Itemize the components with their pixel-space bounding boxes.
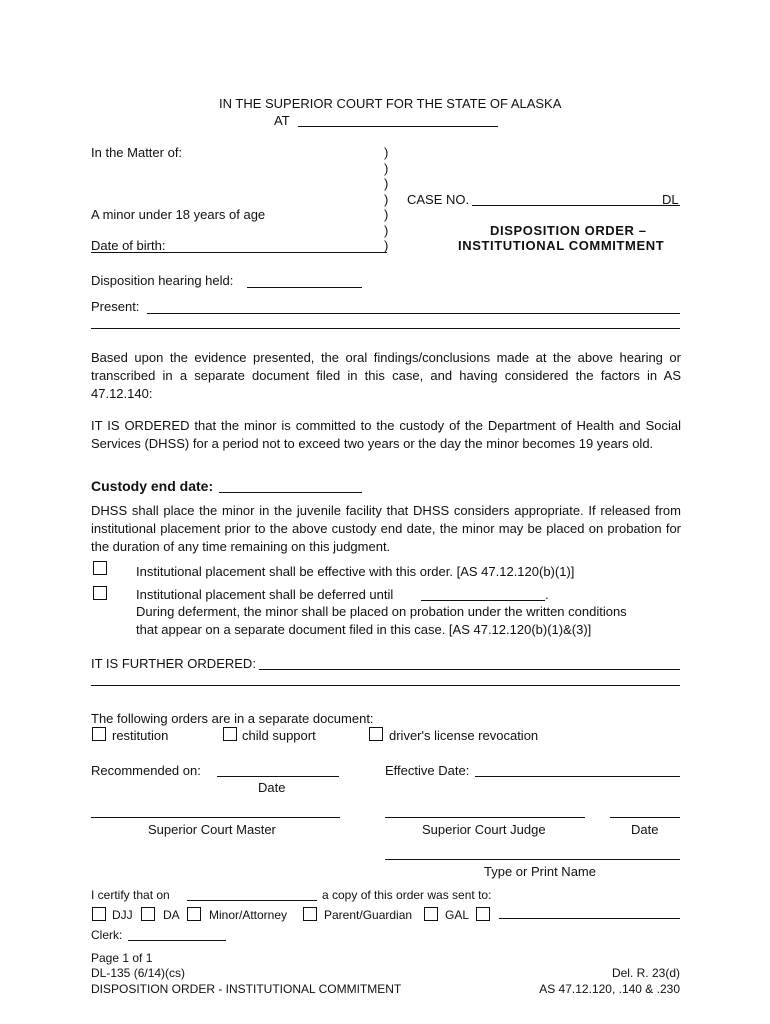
caption-paren: ) xyxy=(384,207,389,222)
other-recipient-field[interactable] xyxy=(499,918,680,919)
child-support-label: child support xyxy=(242,728,316,743)
print-name-label: Type or Print Name xyxy=(484,864,596,879)
recommended-date-field[interactable] xyxy=(217,776,339,777)
master-signature-line[interactable] xyxy=(91,817,340,818)
da-checkbox[interactable] xyxy=(141,907,155,921)
print-name-line[interactable] xyxy=(385,859,680,860)
minor-attorney-checkbox[interactable] xyxy=(187,907,201,921)
parent-guardian-checkbox[interactable] xyxy=(303,907,317,921)
delinquency-rule: Del. R. 23(d) xyxy=(611,966,680,980)
form-title-line2: INSTITUTIONAL COMMITMENT xyxy=(458,238,665,253)
certify-label: I certify that on xyxy=(91,888,170,902)
custody-end-label: Custody end date: xyxy=(91,478,214,494)
further-ordered-label: IT IS FURTHER ORDERED: xyxy=(91,656,256,671)
option-deferred-label: Institutional placement shall be deferred until xyxy=(136,587,394,602)
hearing-date-field[interactable] xyxy=(247,287,362,288)
parent-guardian-label: Parent/Guardian xyxy=(324,908,413,922)
statute-reference: AS 47.12.120, .140 & .230 xyxy=(539,982,680,996)
caption-paren: ) xyxy=(384,238,389,253)
present-label: Present: xyxy=(91,299,140,314)
restitution-checkbox[interactable] xyxy=(92,727,106,741)
caption-paren: ) xyxy=(384,192,389,207)
deferred-period: . xyxy=(545,587,549,602)
license-revocation-label: driver's license revocation xyxy=(389,728,539,743)
certify-date-field[interactable] xyxy=(187,900,317,901)
djj-label: DJJ xyxy=(112,908,133,922)
order-paragraph: IT IS ORDERED that the minor is committed to the custody of the Department of Health and Social Services (DHSS) for a period not to exceed two years or the day the minor becomes 19 years old. xyxy=(91,418,681,451)
form-title-line1: DISPOSITION ORDER – xyxy=(490,223,647,238)
license-revocation-checkbox[interactable] xyxy=(369,727,383,741)
gal-checkbox[interactable] xyxy=(424,907,438,921)
court-heading: IN THE SUPERIOR COURT FOR THE STATE OF ALASKA xyxy=(219,96,562,111)
clerk-field[interactable] xyxy=(128,940,226,941)
caption-paren: ) xyxy=(384,176,389,191)
further-ordered-field[interactable] xyxy=(259,669,680,670)
custody-end-field[interactable] xyxy=(219,492,362,493)
court-location-field[interactable] xyxy=(298,126,498,127)
option-immediate-label: Institutional placement shall be effective with this order. [AS 47.12.120(b)(1)] xyxy=(136,564,575,579)
dob-field[interactable] xyxy=(91,252,387,253)
judge-signature-line[interactable] xyxy=(385,817,585,818)
gal-label: GAL xyxy=(445,908,470,922)
copy-sent-label: a copy of this order was sent to: xyxy=(322,888,492,902)
further-ordered-field-line2[interactable] xyxy=(91,685,680,686)
da-label: DA xyxy=(163,908,180,922)
matter-label: In the Matter of: xyxy=(91,145,183,160)
effective-date-field[interactable] xyxy=(475,776,680,777)
child-support-checkbox[interactable] xyxy=(223,727,237,741)
separate-doc-intro: The following orders are in a separate document: xyxy=(91,711,374,726)
deferment-text-line3: that appear on a separate document filed in this case. [AS 47.12.120(b)(1)&(3)] xyxy=(136,622,592,637)
form-number: DL-135 (6/14)(cs) xyxy=(91,966,186,980)
court-location-label: AT xyxy=(274,113,290,128)
caption-paren: ) xyxy=(384,161,389,176)
option-deferred-checkbox[interactable] xyxy=(93,586,107,600)
minor-label: A minor under 18 years of age xyxy=(91,207,266,222)
recommended-on-label: Recommended on: xyxy=(91,763,201,778)
effective-date-label: Effective Date: xyxy=(385,763,470,778)
other-recipient-checkbox[interactable] xyxy=(476,907,490,921)
master-label: Superior Court Master xyxy=(148,822,276,837)
caption-paren: ) xyxy=(384,223,389,238)
present-field-line2[interactable] xyxy=(91,328,680,329)
restitution-label: restitution xyxy=(112,728,169,743)
hearing-held-label: Disposition hearing held: xyxy=(91,273,234,288)
djj-checkbox[interactable] xyxy=(92,907,106,921)
case-suffix: DL xyxy=(662,192,679,207)
judge-date-line[interactable] xyxy=(610,817,680,818)
option-immediate-checkbox[interactable] xyxy=(93,561,107,575)
page-number: Page 1 of 1 xyxy=(91,951,153,965)
minor-attorney-label: Minor/Attorney xyxy=(209,908,288,922)
case-no-label: CASE NO. xyxy=(407,192,470,207)
placement-paragraph: DHSS shall place the minor in the juvenile facility that DHSS considers appropriate. If released from institutional placement prior to the above custody end date, the minor may be placed on probation for the duration of any time remaining on this judgment. xyxy=(91,503,681,554)
deferred-until-field[interactable] xyxy=(421,600,545,601)
deferment-text-line2: During deferment, the minor shall be placed on probation under the written conditions xyxy=(136,604,627,619)
recommended-date-caption: Date xyxy=(258,780,286,795)
dob-label: Date of birth: xyxy=(91,238,166,253)
judge-date-label: Date xyxy=(631,822,659,837)
caption-paren: ) xyxy=(384,145,389,160)
case-no-field[interactable] xyxy=(472,205,660,206)
present-field[interactable] xyxy=(147,313,680,314)
footer-form-title: DISPOSITION ORDER - INSTITUTIONAL COMMITMENT xyxy=(91,982,402,996)
case-suffix-underline xyxy=(660,205,680,206)
clerk-label: Clerk: xyxy=(91,928,123,942)
judge-label: Superior Court Judge xyxy=(422,822,546,837)
findings-paragraph: Based upon the evidence presented, the oral findings/conclusions made at the above hearing or transcribed in a separate document filed in this case, and having considered the factors in AS 47.12.140: xyxy=(91,350,681,401)
